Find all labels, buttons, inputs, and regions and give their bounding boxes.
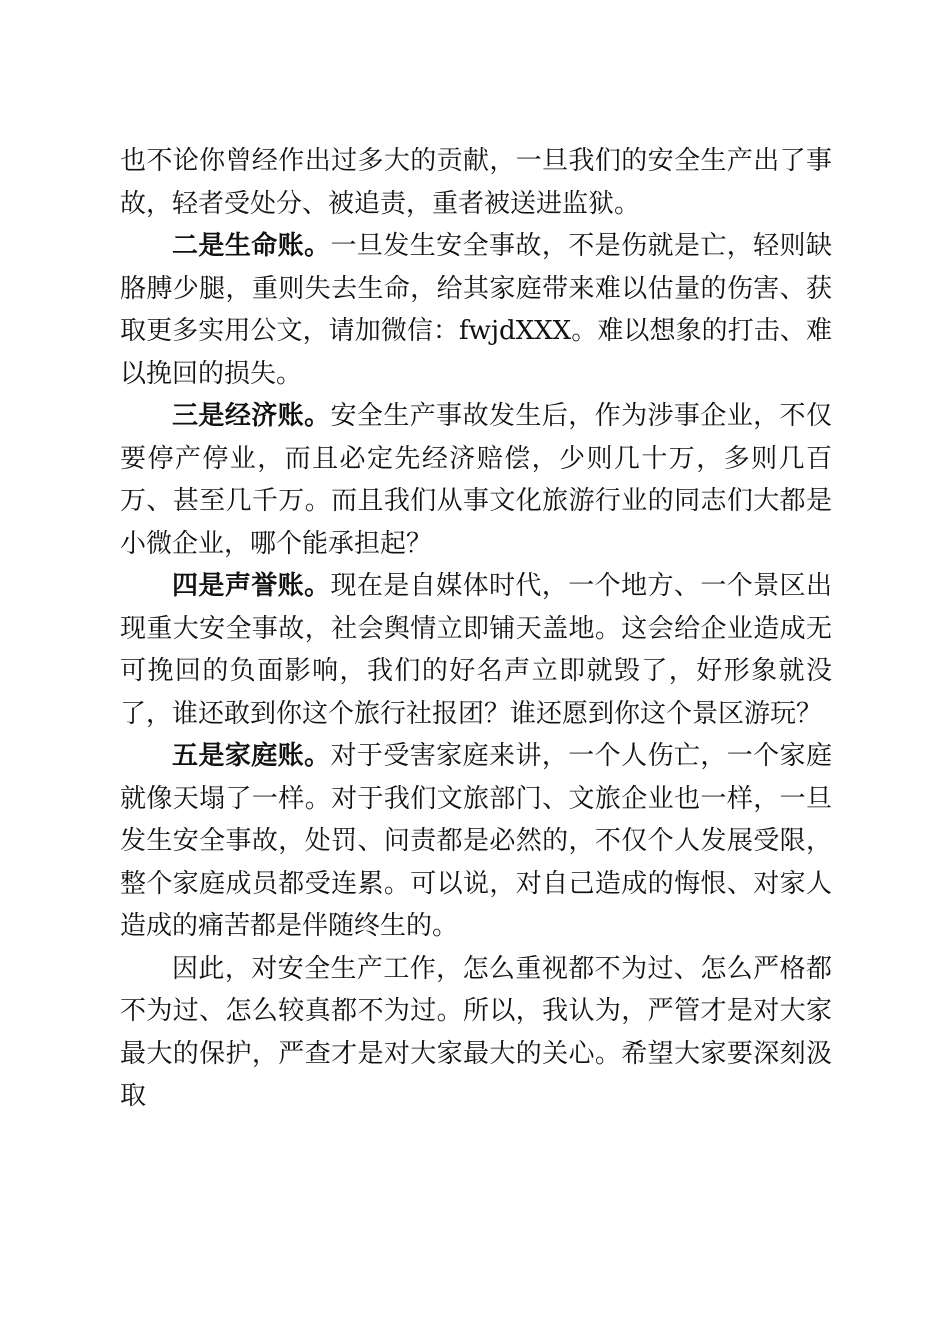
paragraph-text: 现在是自媒体时代，一个地方、一个景区出现重大安全事故，社会舆情立即铺天盖地。这会给企业造成无可挽回的负面影响，我们的好名声立即就毁了，好形象就没了，谁还敢到你这个旅行社报团？谁还愿到你这个景区游玩？ [120,571,832,729]
paragraph-heading: 四是声誉账。 [172,571,331,601]
paragraph-family-account [120,735,832,948]
paragraph-text: 对于受害家庭来讲，一个人伤亡，一个家庭就像天塌了一样。对于我们文旅部门、文旅企业也一样，一旦发生安全事故，处罚、问责都是必然的，不仅个人发展受限，整个家庭成员都受连累。可以说，对自己造成的悔恨、对家人造成的痛苦都是伴随终生的。 [120,741,832,941]
paragraph-text: 安全生产事故发生后，作为涉事企业，不仅要停产停业，而且必定先经济赔偿，少则几十万，多则几百万、甚至几千万。而且我们从事文化旅游行业的同志们大都是小微企业，哪个能承担起？ [120,401,832,559]
paragraph-life-account [120,225,832,395]
paragraph-conclusion [120,948,832,1118]
paragraph-economic-account [120,395,832,565]
paragraph-heading: 五是家庭账。 [172,741,331,771]
paragraph-reputation-account [120,565,832,735]
paragraph-continuation [120,140,832,225]
paragraph-text: 一旦发生安全事故，不是伤就是亡，轻则缺胳膊少腿，重则失去生命，给其家庭带来难以估量的伤害、获取更多实用公文，请加微信：fwjdXXX。难以想象的打击、难以挽回的损失。 [120,231,832,389]
paragraph-text: 因此，对安全生产工作，怎么重视都不为过、怎么严格都不为过、怎么较真都不为过。所以，我认为，严管才是对大家最大的保护，严查才是对大家最大的关心。希望大家要深刻汲取 [120,953,832,1111]
document-page [120,140,832,1118]
paragraph-text: 也不论你曾经作出过多大的贡献，一旦我们的安全生产出了事故，轻者受处分、被追责，重者被送进监狱。 [120,146,832,219]
paragraph-heading: 二是生命账。 [172,231,331,261]
paragraph-heading: 三是经济账。 [172,401,331,431]
